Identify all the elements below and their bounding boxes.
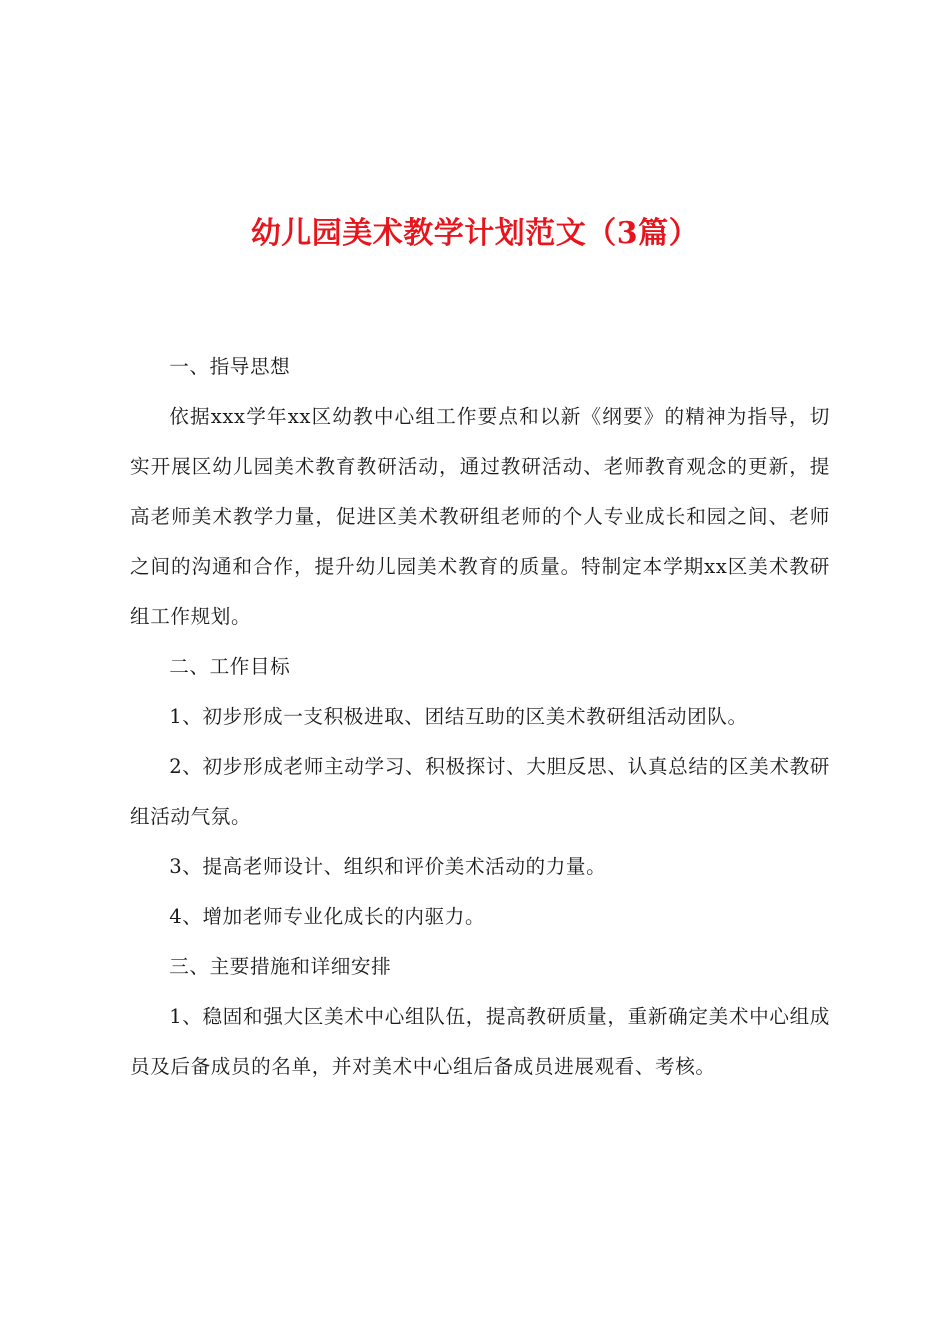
section-heading-measures: 三、主要措施和详细安排 [169, 955, 392, 978]
paragraph-guiding-ideology: 依据xxx学年xx区幼教中心组工作要点和以新《纲要》的精神为指导，切实开展区幼儿园美术教育教研活动，通过教研活动、老师教育观念的更新，提高老师美术教学力量，促进区美术教研组老师的个人专业成长和园之间、老师之间的沟通和合作，提升幼儿园美术教育的质量。特制定本学期xx区美术教研组工作规划。 [130, 405, 830, 628]
document-title: 幼儿园美术教学计划范文（3篇） [250, 216, 700, 251]
measure-item-1: 1、稳固和强大区美术中心组队伍，提高教研质量，重新确定美术中心组成员及后备成员的名单，并对美术中心组后备成员进展观看、考核。 [130, 1005, 830, 1078]
goal-item-4: 4、增加老师专业化成长的内驱力。 [169, 905, 486, 928]
goal-item-2: 2、初步形成老师主动学习、积极探讨、大胆反思、认真总结的区美术教研组活动气氛。 [130, 755, 830, 828]
section-heading-guiding-ideology: 一、指导思想 [169, 355, 291, 378]
document-body [130, 342, 830, 1092]
goal-item-3: 3、提高老师设计、组织和评价美术活动的力量。 [169, 855, 607, 878]
section-heading-work-goals: 二、工作目标 [169, 655, 291, 678]
goal-item-1: 1、初步形成一支积极进取、团结互助的区美术教研组活动团队。 [169, 705, 748, 728]
